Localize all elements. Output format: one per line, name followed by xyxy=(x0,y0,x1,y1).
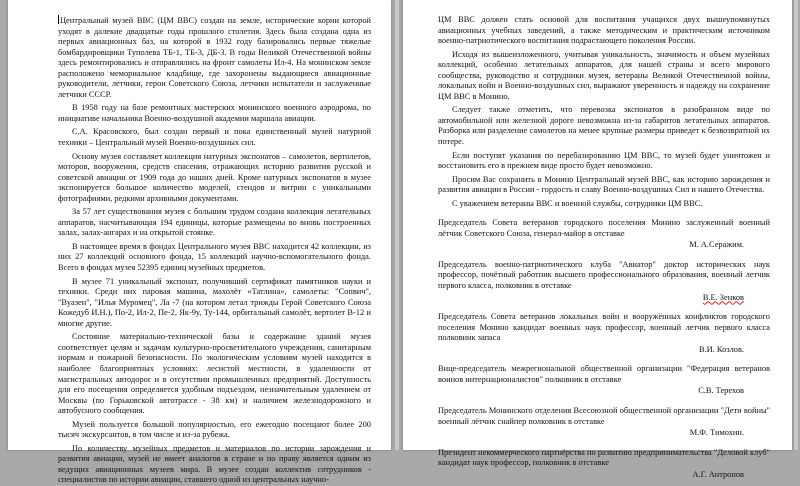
signature-entry xyxy=(438,406,770,439)
signature-entry xyxy=(438,364,770,397)
signatory-name: М. А.Серажим. xyxy=(689,240,744,250)
paragraph: Следует также отметить, что перевозка экспонатов в разобранном виде по автомобильной или железной дороге невозможна из-за габаритов летательных аппаратов. Разборка или разделение самолетов на менее крупные размеры приведет к безвозвратной их потере. xyxy=(438,105,770,147)
paragraph: В 1958 году на базе ремонтных мастерских монинского военного аэродрома, по инициативе начальника Военно-воздушной академии маршала авиации. xyxy=(58,103,371,123)
paragraph: Основу музея составляет коллекция натурных экспонатов – самолетов, вертолетов, моторов, вооружения, средств спасения, отражающих историю развития русской и советской авиации от 1909 года до наших дней. Кроме натурных экспонатов в музее экспонируется большое количество моделей, стендов и витрин с уникальными фотографиями, редкими архивными документами. xyxy=(58,151,371,203)
page-gap-left xyxy=(395,0,399,450)
signatory-title: Председатель Совета ветеранов городского поселения Монино заслуженный военный лётчик Советского Союза, генерал-майор в отставке xyxy=(438,218,770,238)
signatory-name: С.В. Терехов xyxy=(698,386,744,396)
document-page-left xyxy=(8,0,391,485)
paragraph: С уважением ветераны ВВС и военной службы, сотрудники ЦМ ВВС. xyxy=(452,198,703,208)
paragraph: Исходя из вышеизложенного, учитывая уникальность, значимость и объем музейных коллекций, особенно летательных аппаратов, для нашей страны и всего мирового сообщества, руководство и сотрудники музея, ветераны Великой Отечественной войны, локальных войн и Военно-воздушных сил, выражают уверенность и надежду на сохранение ЦМ ВВС в Монино. xyxy=(438,49,770,101)
signatory-name: А.Г. Антропов xyxy=(692,469,744,479)
text-cursor xyxy=(58,15,59,24)
signatory-title: Председатель Совета ветеранов локальных войн и вооружённых конфликтов городского поселения Монино кандидат военных наук профессор, военный летчик первого класса полковник запаса xyxy=(438,312,770,343)
paragraph: Музей пользуется большой популярностью, его ежегодно посещают более 200 тысяч экскурсантов, в том числе и из-за рубежа. xyxy=(58,419,371,440)
paragraph: В настоящее время в фондах Центрального музея ВВС находится 42 коллекции, из них 27 коллекций основного фонда, 15 коллекций научно-вспомогательного фонда. Всего в фондах музея 52395 единиц музейных предметов. xyxy=(58,241,371,273)
paragraph: Просим Вас сохранить в Монино Центральный музей ВВС, как историю зарождения и развития авиации в России - гордость и славу Военно-воздушных Сил и нашего Отечества. xyxy=(438,174,770,195)
paragraph: По количеству музейных предметов и материалов по истории зарождения и развития авиации, музей не имеет аналогов в стране и по праву является одним из ведущих авиационных музеев мира. В музее создан коллектив сотрудников - специалистов по истории авиации, ставшего одной из центральных научно- xyxy=(58,443,371,485)
signatory-title: Председатель военно-патриотического клуба "Авиатор" доктор исторических наук профессор, почётный работник высшего профессионального образования, военный летчик первого класса, полковник в отставке xyxy=(438,259,770,291)
signature-entry xyxy=(438,260,770,303)
paragraph: Если поступят указания по перебазированию ЦМ ВВС, то музей будет уничтожен и восстановить его в прежнем виде просто будет невозможно. xyxy=(438,150,770,171)
signatory-name: В.Е. Зенков xyxy=(702,292,744,302)
paragraph: Состояние материально-технической базы и содержание зданий музея соответствует целям и задачам культурно-просветительного учреждения, санитарным нормам и пожарной безопасности. По экологическим условиям музей находится в наиболее благоприятных условиях: лесистой местности, в удаленности от магистральных автодорог и в отсутствии промышленных предприятий. Доступность для его посещения определяется удобным подъездом, незначительным удалением от Москвы (по Горьковской автотрассе - 38 км) и наличием железнодорожного и автобусного сообщения. xyxy=(58,332,371,416)
signatory-title: Президент некоммерческого партнёрства по развитию предпринимательства "Деловой клуб" кандидат наук профессор, полковник в отставке xyxy=(438,447,770,468)
signatory-name: В.И. Козлов. xyxy=(699,344,744,354)
paragraph: За 57 лет существования музея с большим трудом создана коллекция летательных аппаратов, насчитывающая 194 единицы, которые размещены во вновь построенных залах, залах-ангарах и на открытой стоянке. xyxy=(58,207,371,238)
paragraph: ЦМ ВВС должен стать основой для воспитания учащихся двух вышеупомянутых авиационных учебных заведений, а также методическим и практическим источником военно-патриотического воспитания подрастающего поколения России. xyxy=(438,15,770,46)
signatory-name: М.Ф. Тимохин. xyxy=(689,428,744,438)
signature-entry xyxy=(438,448,770,481)
signature-entry xyxy=(438,312,770,355)
paragraph: С.А. Красовского, был создан первый и пока единственный музей натурной техники – Центральный музей Военно-воздушных сил. xyxy=(58,127,371,148)
document-page-right xyxy=(403,0,792,479)
paragraph: В музее 71 уникальный экспонат, получивший сертификат памятников науки и техники. Среди них паровая машина, махолёт «Татлина», самолеты: "Сопвич", "Вуазен", "Илья Муромец", Ла -7 (на котором летал трижды Герой Советского Союза Кожедуб И.Н.), По-2, Ил-2, Пе-2, Як-9у, Ту-144, орбитальный самолёт, вертолет В-12 и многие другие. xyxy=(58,276,371,328)
signature-entry xyxy=(438,218,770,251)
paragraph: Центральный музей ВВС (ЦМ ВВС) создан на земле, исторические корни которой уходят в далекие двадцатые годы прошлого столетия. Здесь была создана одна из первых авиационных баз, на которой в 1932 году базировались первые тяжелые бомбардировщики Туполева ТБ-1, ТБ-3, ДБ-3. В годы Великой Отечественной войны здесь ремонтировались и отправлялись на фронт самолеты Ил-4. На монинском земле расположено мемориальное кладбище, где захоронены выдающиеся авиационные руководители, летчики, герои Советского Союза, летчики испытатели и заслуженные летчики СССР. xyxy=(58,16,371,99)
signatory-title: Вице-председатель межрегиональной общественной организации "Федерация ветеранов воинов интернационалистов" полковник в отставке xyxy=(438,364,770,384)
signatory-title: Председатель Монинского отделения Всесоюзной общественной организации "Дети войны" военный лётчик снайпер полковник в отставке xyxy=(438,405,770,426)
page-gap-right xyxy=(794,0,798,450)
